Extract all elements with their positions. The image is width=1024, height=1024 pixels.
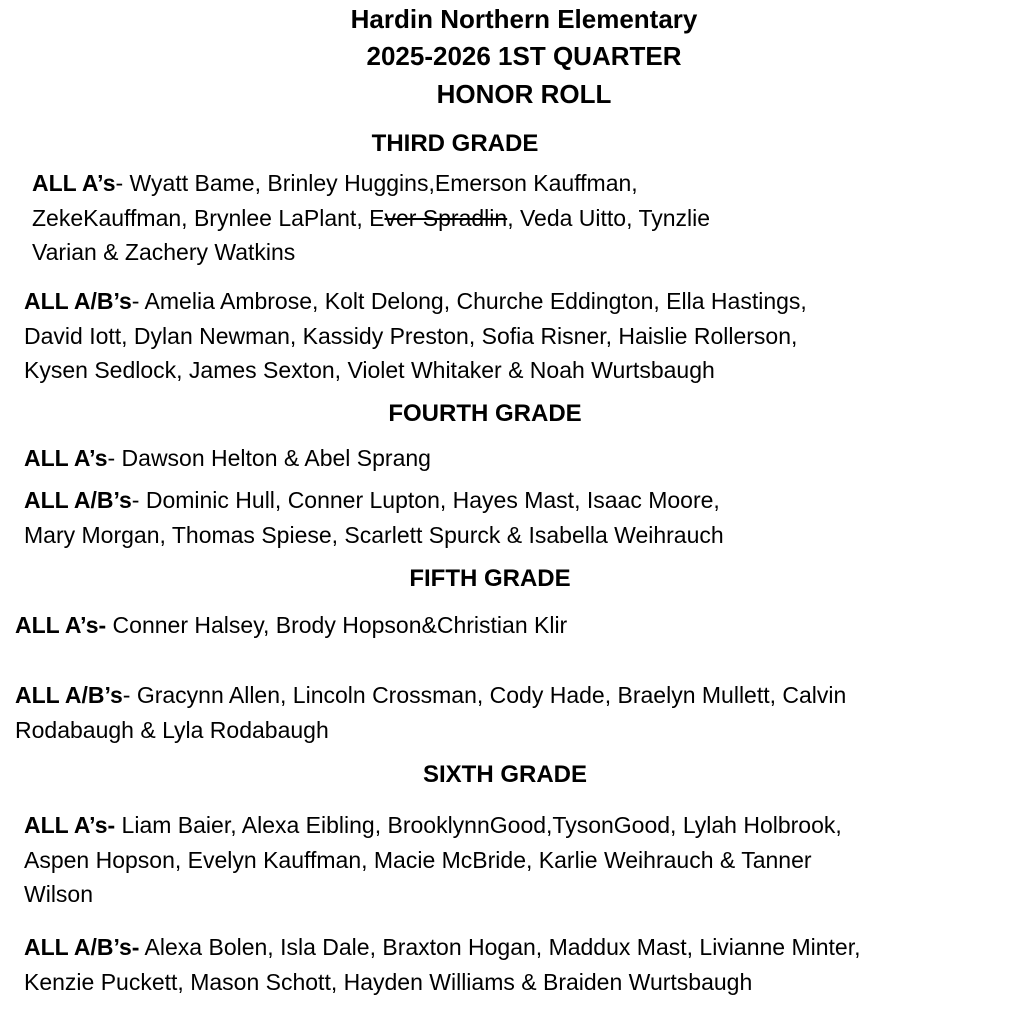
sixth-grade-all-abs [24, 930, 1019, 999]
names-text: Kenzie Puckett, Mason Schott, Hayden Williams & Braiden Wurtsbaugh [24, 968, 753, 995]
names-text: Mary Morgan, Thomas Spiese, Scarlett Spurck & Isabella Weihrauch [24, 521, 724, 548]
sixth-grade-heading: SIXTH GRADE [422, 761, 587, 788]
school-name: Hardin Northern Elementary [350, 4, 698, 34]
all-abs-label: ALL A/B’s [15, 682, 123, 708]
all-abs-label: ALL A/B’s- [24, 934, 140, 960]
all-abs-label: ALL A/B’s [24, 288, 132, 314]
all-as-label: ALL A’s [24, 445, 108, 471]
struck-name: ver Spradlin [384, 204, 508, 231]
fourth-grade-heading: FOURTH GRADE [388, 400, 582, 427]
names-text: - Dominic Hull, Conner Lupton, Hayes Mast, Isaac Moore, [131, 487, 720, 513]
fourth-grade-all-as [24, 441, 1014, 476]
names-text: - Dawson Helton & Abel Sprang [107, 445, 431, 471]
fifth-grade-all-as [15, 608, 1015, 643]
all-as-label: ALL A’s- [15, 612, 107, 638]
all-abs-label: ALL A/B’s [24, 487, 132, 513]
sixth-grade-all-as [24, 808, 1019, 912]
names-text: Wilson [24, 881, 94, 907]
names-text: Varian & Zachery Watkins [32, 239, 296, 265]
names-text: , Veda Uitto, Tynzlie [507, 204, 711, 231]
names-text: Kysen Sedlock, James Sexton, Violet Whitaker & Noah Wurtsbaugh [24, 357, 715, 383]
all-as-label: ALL A’s [32, 170, 116, 196]
fifth-grade-heading: FIFTH GRADE [409, 565, 571, 592]
names-text: - Amelia Ambrose, Kolt Delong, Churche Eddington, Ella Hastings, [131, 288, 807, 314]
third-grade-all-abs [24, 284, 1014, 388]
names-text: Aspen Hopson, Evelyn Kauffman, Macie McBride, Karlie Weihrauch & Tanner [24, 846, 812, 873]
honor-roll-title: HONOR ROLL [436, 79, 612, 109]
names-text: ZekeKauffman, Brynlee LaPlant, E [32, 204, 385, 231]
term-title: 2025-2026 1ST QUARTER [366, 41, 682, 71]
third-grade-heading: THIRD GRADE [371, 130, 539, 157]
names-text: - Wyatt Bame, Brinley Huggins,Emerson Kauffman, [115, 170, 638, 196]
names-text: Conner Halsey, Brody Hopson&Christian Klir [106, 612, 568, 638]
names-text: David Iott, Dylan Newman, Kassidy Preston, Sofia Risner, Haislie Rollerson, [24, 322, 798, 349]
fourth-grade-all-abs [24, 483, 1014, 552]
all-as-label: ALL A’s- [24, 812, 116, 838]
names-text: Rodabaugh & Lyla Rodabaugh [15, 716, 329, 743]
names-text: Liam Baier, Alexa Eibling, BrooklynnGood,TysonGood, Lylah Holbrook, [115, 812, 842, 838]
fifth-grade-all-abs [15, 678, 1020, 747]
names-text: - Gracynn Allen, Lincoln Crossman, Cody Hade, Braelyn Mullett, Calvin [122, 682, 847, 708]
names-text: Alexa Bolen, Isla Dale, Braxton Hogan, Maddux Mast, Livianne Minter, [139, 934, 861, 960]
third-grade-all-as [32, 166, 1012, 270]
